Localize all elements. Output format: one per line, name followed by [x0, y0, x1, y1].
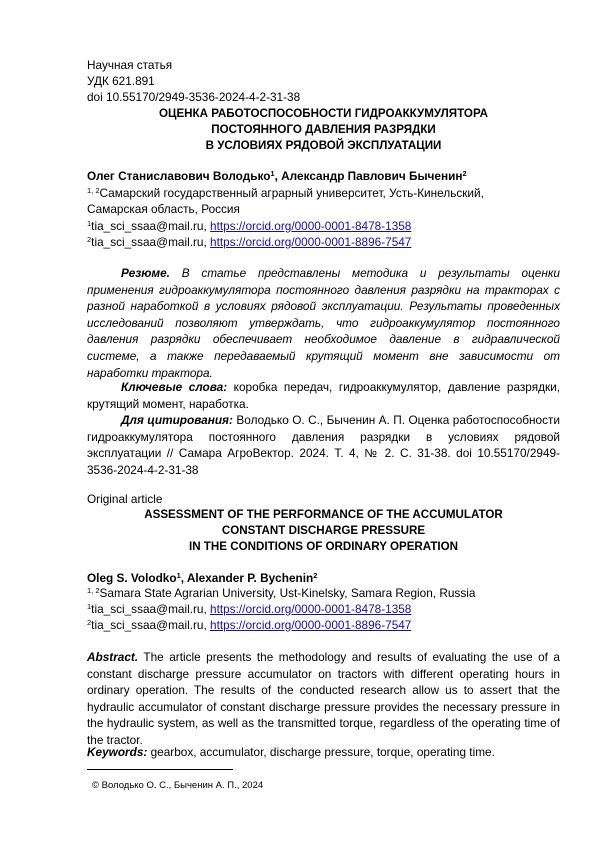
affiliation-ru-line-1 — [87, 185, 560, 201]
keywords-ru-label: Ключевые слова: — [121, 380, 228, 394]
author-1-en-sup: 1 — [176, 571, 181, 580]
title-en-line-2: CONSTANT DISCHARGE PRESSURE — [221, 524, 426, 537]
author-1-ru-sup: 1 — [270, 169, 275, 178]
affiliation-en-sup: 1, 2 — [87, 586, 100, 595]
article-type-ru: Научная статья — [87, 58, 173, 72]
affiliation-ru-line-2: Самарская область, Россия — [87, 202, 240, 216]
contact-en-2 — [87, 617, 560, 633]
orcid-link-en-2[interactable]: https://orcid.org/0000-0001-8896-7547 — [210, 618, 412, 632]
footnote-divider — [87, 769, 233, 770]
title-ru-line-2: ПОСТОЯННОГО ДАВЛЕНИЯ РАЗРЯДКИ — [211, 123, 436, 136]
orcid-link-ru-1[interactable]: https://orcid.org/0000-0001-8478-1358 — [210, 219, 412, 233]
orcid-link-ru-2[interactable]: https://orcid.org/0000-0001-8896-7547 — [210, 235, 412, 249]
contact-en-1 — [87, 601, 560, 617]
keywords-en — [87, 744, 560, 761]
contact-ru-2 — [87, 234, 560, 250]
title-ru-line-1: ОЦЕНКА РАБОТОСПОСОБНОСТИ ГИДРОАККУМУЛЯТОРА — [158, 107, 489, 120]
title-ru-line-3: В УСЛОВИЯХ РЯДОВОЙ ЭКСПЛУАТАЦИИ — [205, 139, 442, 152]
affiliation-en — [87, 585, 560, 601]
abstract-en — [87, 649, 560, 749]
copyright-footnote: © Володько О. С., Быченин А. П., 2024 — [92, 780, 264, 791]
author-1-ru: Олег Станиславович Володько — [87, 169, 271, 183]
affiliation-en-text: Samara State Agrarian University, Ust-Kinelsky, Samara Region, Russia — [99, 586, 476, 600]
title-en-line-1: ASSESSMENT OF THE PERFORMANCE OF THE ACCUMULATOR — [144, 508, 503, 521]
contact-en-1-sup: 1 — [87, 602, 92, 611]
authors-en-separator: , — [180, 571, 187, 585]
abstract-en-text: The article presents the methodology and results of evaluating the use of a constant discharge pressure accumulator on tractors with different operating hours in ordinary operation. The results of the conducted research allow us to assert that the hydraulic accumulator of constant discharge pressure provides the necessary pressure in the hydraulic system, as well as the transmitted torque, regardless of the operating time of the tractor. — [87, 650, 560, 747]
udk-code: УДК 621.891 — [87, 74, 155, 88]
keywords-en-text: gearbox, accumulator, discharge pressure, torque, operating time. — [147, 745, 495, 759]
contact-ru-1-email: tia_sci_ssaa@mail.ru, — [91, 219, 211, 233]
article-type-en: Original article — [87, 492, 163, 506]
affiliation-ru-sup: 1, 2 — [87, 186, 100, 195]
contact-ru-1 — [87, 218, 560, 234]
abstract-ru — [87, 265, 560, 381]
author-2-ru-sup: 2 — [462, 169, 467, 178]
affiliation-ru-line-1-text — [87, 185, 484, 201]
title-en-line-3: IN THE CONDITIONS OF ORDINARY OPERATION — [188, 540, 459, 553]
abstract-ru-label: Резюме. — [121, 266, 170, 280]
affiliation-ru-text-1: Самарский государственный аграрный университет, Усть-Кинельский, — [99, 186, 484, 200]
author-1-en: Oleg S. Volodko — [87, 571, 177, 585]
authors-en — [87, 570, 560, 586]
citation-ru-text: Володько О. С., Быченин А. П. Оценка работоспособности гидроаккумулятора постоянного давления разрядки в условиях рядовой эксплуатации // Самара АгроВектор. 2024. Т. 4, № 2. С. 31-38. doi 10.55170/2949-3536-2024-4-2-31-38 — [87, 413, 560, 477]
abstract-ru-text: В статье представлены методика и результаты оценки применения гидроаккумулятора постоянного давления разрядки на тракторах с разной наработкой в условиях рядовой эксплуатации. Результаты проведенных исследований позволяют утверждать, что гидроаккумулятор постоянного давления разрядки обеспечивает необходимое давление в гидравлической системе, а также передаваемый крутящий момент вне зависимости от наработки трактора. — [87, 266, 560, 380]
contact-en-1-email: tia_sci_ssaa@mail.ru, — [91, 602, 211, 616]
contact-en-2-sup: 2 — [87, 618, 92, 627]
contact-ru-2-email: tia_sci_ssaa@mail.ru, — [91, 235, 211, 249]
author-2-ru: Александр Павлович Быченин — [281, 169, 463, 183]
authors-ru — [87, 168, 560, 184]
contact-ru-2-sup: 2 — [87, 235, 92, 244]
abstract-en-label: Abstract. — [87, 650, 139, 664]
citation-ru-label: Для цитирования: — [121, 413, 233, 427]
keywords-ru-text: коробка передач, гидроаккумулятор, давление разрядки, крутящий момент, наработка. — [87, 380, 561, 411]
orcid-link-en-1[interactable]: https://orcid.org/0000-0001-8478-1358 — [210, 602, 412, 616]
contact-ru-1-sup: 1 — [87, 219, 92, 228]
author-2-en-sup: 2 — [313, 571, 318, 580]
author-2-en: Alexander P. Bychenin — [186, 571, 314, 585]
contact-en-2-email: tia_sci_ssaa@mail.ru, — [91, 618, 211, 632]
keywords-ru — [87, 379, 560, 412]
doi-ru: doi 10.55170/2949-3536-2024-4-2-31-38 — [87, 90, 301, 104]
citation-ru — [87, 412, 560, 478]
keywords-en-label: Keywords: — [87, 745, 148, 759]
authors-ru-separator: , — [274, 169, 282, 183]
